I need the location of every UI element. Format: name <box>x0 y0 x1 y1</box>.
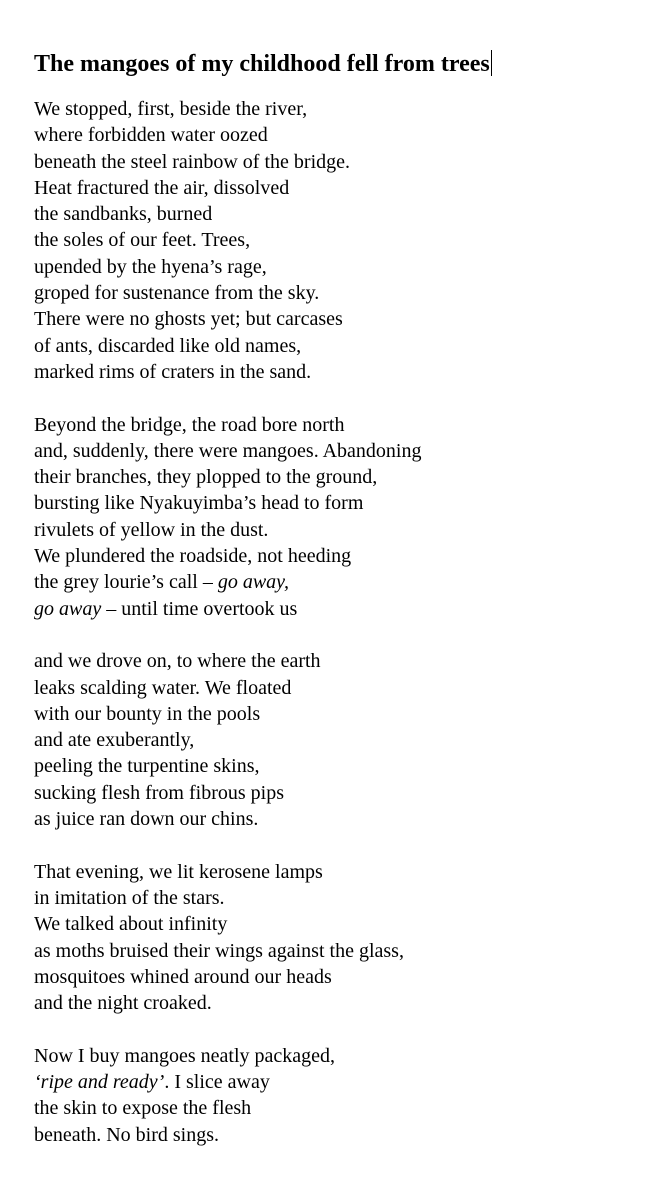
poem-line: where forbidden water oozed <box>34 124 268 147</box>
poem-line: sucking flesh from fibrous pips <box>34 781 284 804</box>
text-cursor <box>491 50 492 76</box>
poem-line: of ants, discarded like old names, <box>34 334 302 357</box>
poem-line: rivulets of yellow in the dust. <box>34 518 269 541</box>
poem-line: marked rims of craters in the sand. <box>34 360 312 383</box>
stanza-3 <box>34 648 634 832</box>
poem-line: and we drove on, to where the earth <box>34 650 321 673</box>
poem-line: groped for sustenance from the sky. <box>34 282 320 305</box>
poem-line: There were no ghosts yet; but carcases <box>34 308 343 331</box>
poem-line: upended by the hyena’s rage, <box>34 255 267 278</box>
poem-line-mixed <box>34 1069 634 1095</box>
poem-line: and, suddenly, there were mangoes. Abandoning <box>34 439 422 462</box>
poem-line: the sandbanks, burned <box>34 203 213 226</box>
line-text: – until time overtook us <box>101 597 298 620</box>
poem-line: as moths bruised their wings against the glass, <box>34 939 404 962</box>
poem-line: beneath. No bird sings. <box>34 1123 219 1146</box>
poem-line: That evening, we lit kerosene lamps <box>34 860 323 883</box>
poem-line: in imitation of the stars. <box>34 886 225 909</box>
poem-line: the skin to expose the flesh <box>34 1097 252 1120</box>
poem-line-mixed <box>34 596 634 622</box>
line-italic-text: go away, <box>217 571 289 594</box>
stanza-4 <box>34 859 634 1017</box>
poem-title: The mangoes of my childhood fell from trees <box>34 51 490 77</box>
stanza-5 <box>34 1043 634 1148</box>
poem-line: We talked about infinity <box>34 913 228 936</box>
poem-line: and the night croaked. <box>34 992 212 1015</box>
poem-title-block <box>34 50 492 78</box>
poem-line: We plundered the roadside, not heeding <box>34 545 352 568</box>
poem-line: and ate exuberantly, <box>34 729 195 752</box>
poem-line: Beyond the bridge, the road bore north <box>34 413 345 436</box>
poem-line: with our bounty in the pools <box>34 702 261 725</box>
line-text: the grey lourie’s call – <box>34 571 218 594</box>
poem-line: the soles of our feet. Trees, <box>34 229 251 252</box>
poem-line: their branches, they plopped to the ground, <box>34 466 378 489</box>
line-text: . I slice away <box>164 1070 270 1093</box>
line-italic-text: ‘ripe and ready’ <box>34 1070 165 1093</box>
poem-line: leaks scalding water. We floated <box>34 676 292 699</box>
poem-line: Heat fractured the air, dissolved <box>34 176 290 199</box>
poem-line: as juice ran down our chins. <box>34 808 259 831</box>
stanza-1 <box>34 96 634 385</box>
line-italic-text: go away <box>34 597 102 620</box>
poem-line: Now I buy mangoes neatly packaged, <box>34 1044 336 1067</box>
stanza-2 <box>34 412 634 622</box>
poem-line: peeling the turpentine skins, <box>34 755 260 778</box>
poem-line: beneath the steel rainbow of the bridge. <box>34 150 350 173</box>
poem-line-mixed <box>34 569 634 595</box>
poem-line: We stopped, first, beside the river, <box>34 98 308 120</box>
poem-line: bursting like Nyakuyimba’s head to form <box>34 492 364 515</box>
poem-body <box>34 96 634 1174</box>
poem-line: mosquitoes whined around our heads <box>34 965 332 988</box>
